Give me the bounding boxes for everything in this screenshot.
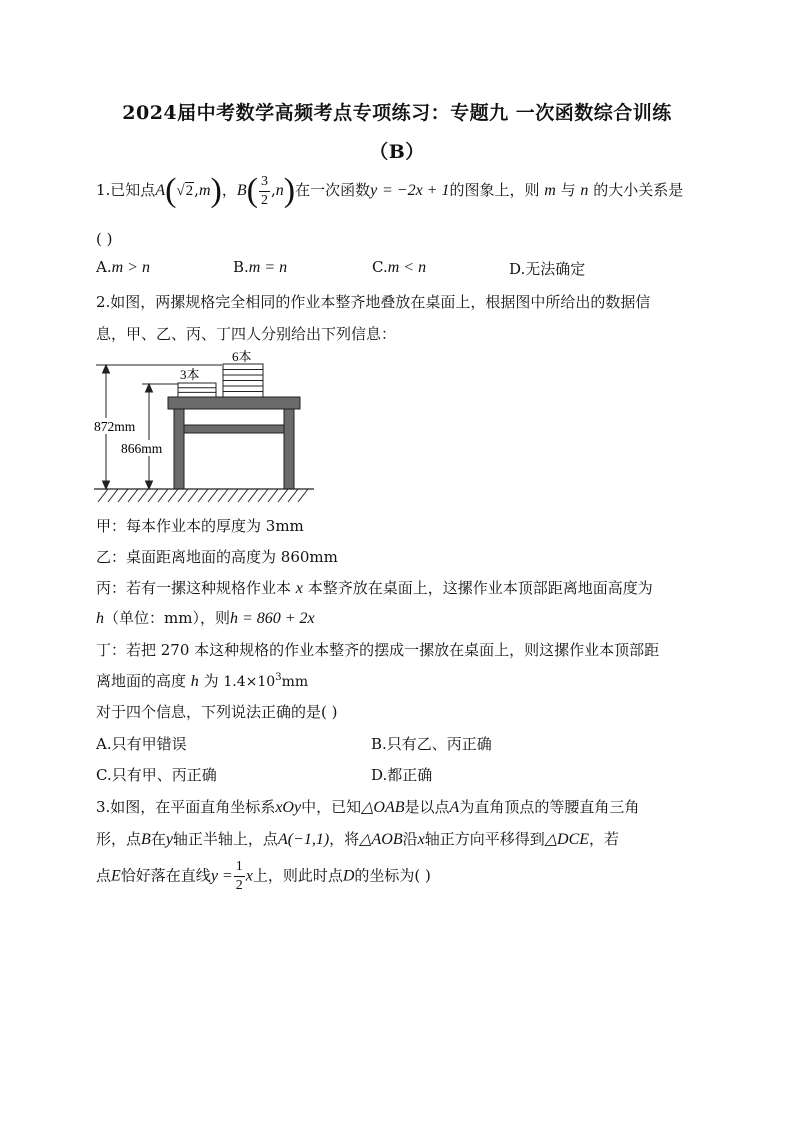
statement-bing-line1: 丙：若有一摞这种规格作业本 x 本整齐放在桌面上，这摞作业本顶部距离地面高度为 (96, 579, 653, 597)
page-subtitle: （B） (369, 141, 425, 163)
statement-jia: 甲：每本作业本的厚度为 3mm (96, 517, 304, 535)
statement-ding-line2: 离地面的高度 h 为 $1.4\times 10^3mm$ (96, 672, 309, 690)
q1-option-b: B.m = n (233, 258, 288, 276)
dimension-arrow-866 (146, 384, 153, 489)
fraction-one-half: $\frac{1}{2}$ (235, 859, 243, 893)
label-872mm: 872mm (94, 419, 136, 434)
desk-leg-left (174, 409, 184, 489)
label-866mm: 866mm (121, 441, 163, 456)
sqrt-expression: √2 (176, 183, 194, 199)
question-1-stem: 1.已知点A(√2,m)，B( $\frac{3}{2}$ ,n)在一次函数y = −2x + 1的图象上，则 m 与 n 的大小关系是 (96, 172, 684, 209)
floor-hatching (98, 489, 308, 502)
q2-option-d: D.都正确 (371, 766, 433, 784)
fraction-three-halves: $\frac{3}{2}$ (260, 173, 268, 208)
stack-3-books (178, 383, 216, 397)
question-2-stem-line1: 2.如图，两摞规格完全相同的作业本整齐地叠放在桌面上，根据图中所给出的数据信 (96, 293, 651, 311)
q2-option-b: B.只有乙、丙正确 (371, 735, 492, 753)
desk-leg-right (284, 409, 294, 489)
statement-yi: 乙：桌面距离地面的高度为 860mm (96, 548, 338, 566)
question-3-line2: 形，点B在y轴正半轴上，点A(−1,1)，将△AOB沿x轴正方向平移得到△DCE，若 (96, 830, 620, 848)
question-1-answer-paren: ( ) (96, 230, 113, 248)
q2-option-a: A.只有甲错误 (96, 735, 187, 753)
stack-6-books (223, 364, 263, 397)
label-3-books: 3本 (180, 367, 200, 382)
label-6-books: 6本 (232, 349, 252, 364)
q1-option-d: D.无法确定 (509, 260, 586, 278)
q1-option-c: C.m < n (372, 258, 427, 276)
statement-ding-line1: 丁：若把 270 本这种规格的作业本整齐的摆成一摞放在桌面上，则这摞作业本顶部距 (96, 641, 660, 659)
statement-bing-line2: h（单位：mm），则h = 860 + 2x (96, 609, 315, 627)
desk-crossbar (184, 425, 284, 433)
desk-notebooks-figure (92, 348, 317, 510)
question-3-line3: 点E恰好落在直线y = $\frac{1}{2}$ x上，则此时点D的坐标为( ) (96, 859, 431, 893)
q2-option-c: C.只有甲、丙正确 (96, 766, 217, 784)
question-3-line1: 3.如图，在平面直角坐标系xOy中，已知△OAB是以点A为直角顶点的等腰直角三角 (96, 798, 640, 816)
page-title: 2024届中考数学高频考点专项练习：专题九 一次函数综合训练 (122, 102, 672, 124)
q1-option-a: A.m > n (96, 258, 150, 276)
question-2-ask: 对于四个信息，下列说法正确的是( ) (96, 703, 338, 721)
desk-top (168, 397, 300, 409)
question-2-stem-line2: 息，甲、乙、丙、丁四人分别给出下列信息： (96, 325, 397, 343)
